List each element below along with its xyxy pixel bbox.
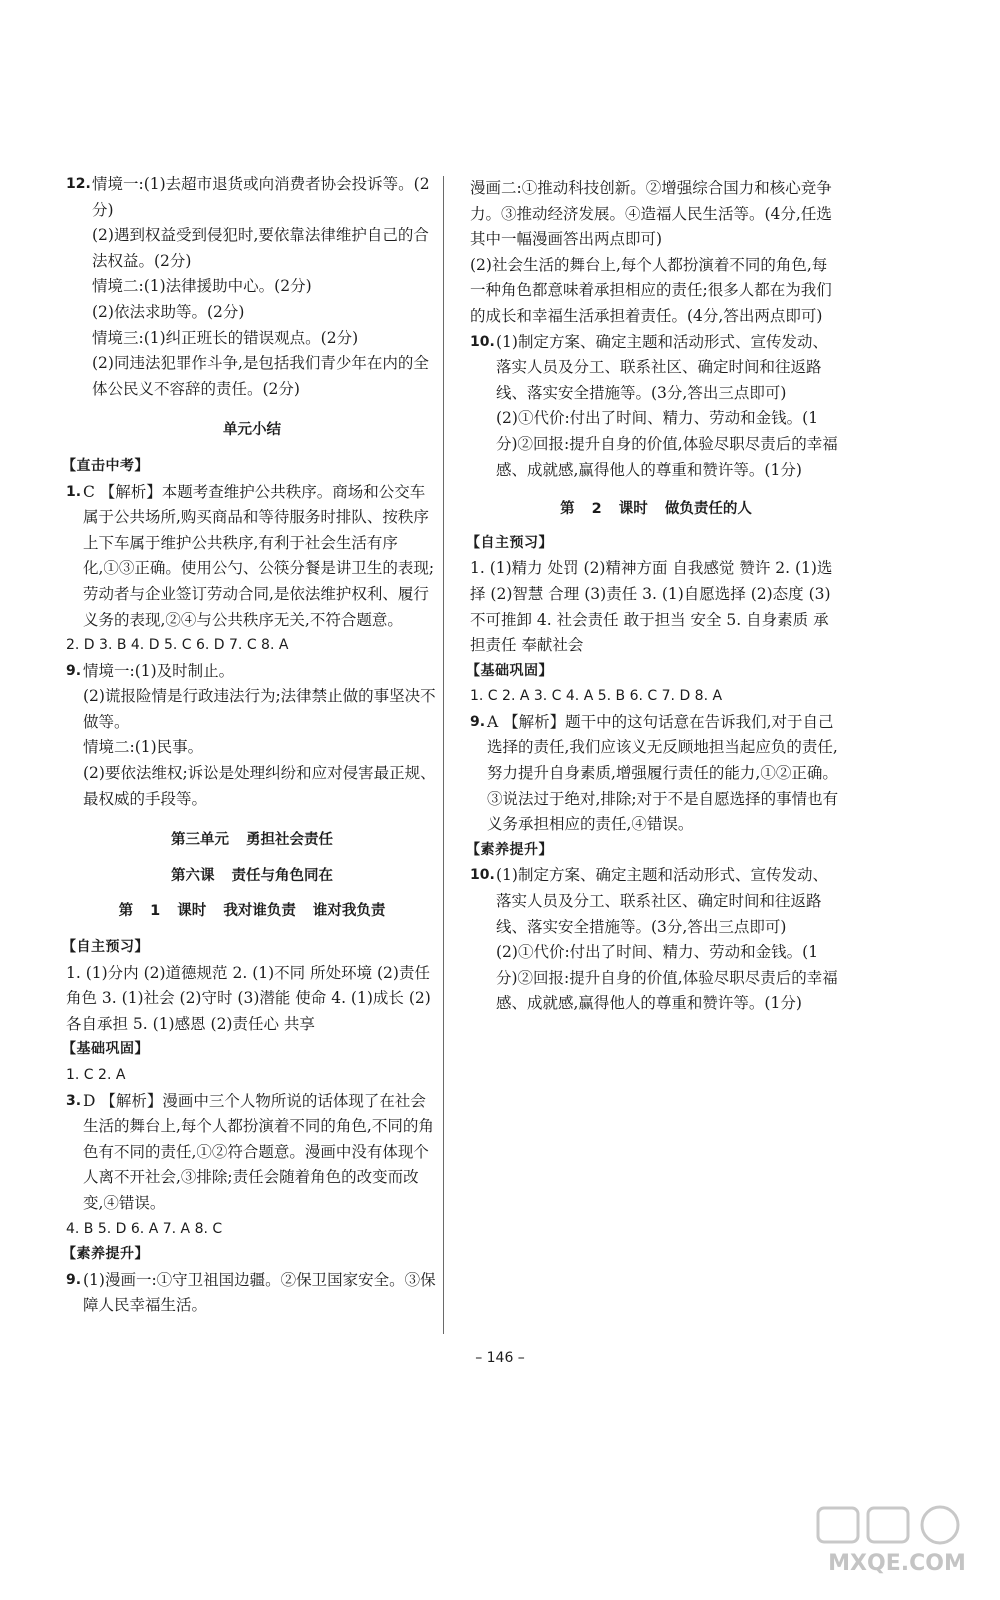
section-heading-basic: 【基础巩固】 [62, 1041, 149, 1058]
period-1-title: 第 1 课时 我对谁负责 谁对我负责 [118, 903, 386, 920]
preview-answers: 1. (1)分内 (2)道德规范 2. (1)不同 所处环境 (2)责任 角色 3. (1)社会 (2)守时 (3)潜能 使命 4. (1)成长 (2)各自承担 5. (1)感恩 (2)责任心 共享 [66, 963, 431, 1033]
watermark-icon [812, 1502, 982, 1582]
answer-line: (2)依法求助等。(2分) [92, 302, 245, 321]
question-number: 9. [470, 713, 486, 730]
answer-text: (1)漫画一:①守卫祖国边疆。②保卫国家安全。③保障人民幸福生活。 [83, 1270, 436, 1315]
section-heading-literacy: 【素养提升】 [62, 1246, 149, 1263]
left-column [62, 172, 438, 1319]
preview-answers: 1. (1)精力 处罚 (2)精神方面 自我感觉 赞许 2. (1)选择 (2)智慧 合理 (3)责任 3. (1)自愿选择 (2)态度 (3)不可推卸 4. 社会责任 敢于担当 安全 5. 自身素质 承担责任 奉献社会 [470, 559, 833, 655]
question-number: 1. [66, 483, 82, 500]
answer-text: D 【解析】漫画中三个人物所说的话体现了在社会生活的舞台上,每个人都扮演着不同的角色,不同的角色有不同的责任,①②符合题意。漫画中没有体现个人离不开社会,③排除;责任会随着角色的改变而改变,④错误。 [83, 1091, 434, 1212]
answer-line: 情境二:(1)法律援助中心。(2分) [92, 277, 312, 296]
question-number: 9. [66, 1271, 82, 1288]
question-1 [66, 480, 438, 634]
basic-answers-4-8: 4. B 5. D 6. A 7. A 8. C [66, 1220, 223, 1237]
continued-answer: 漫画二:①推动科技创新。②增强综合国力和核心竞争力。③推动经济发展。④造福人民生活等。(4分,任选其中一幅漫画答出两点即可) [470, 179, 832, 249]
basic-answers-1-2: 1. C 2. A [66, 1067, 126, 1083]
column-divider [443, 176, 444, 1334]
answer-line: (2)①代价:付出了时间、精力、劳动和金钱。(1分)②回报:提升自身的价值,体验尽职尽责后的幸福感、成就感,赢得他人的尊重和赞许等。(1分) [496, 409, 838, 479]
watermark-text: MXQE.COM [828, 1551, 966, 1576]
question-10 [470, 330, 842, 484]
question-10-literacy [470, 863, 842, 1017]
question-number: 10. [470, 867, 495, 884]
answer-line: (2)同违法犯罪作斗争,是包括我们青少年在内的全体公民义不容辞的责任。(2分) [92, 354, 429, 398]
question-3 [66, 1089, 438, 1217]
watermark-logo [812, 1502, 982, 1582]
lesson-title: 第六课 责任与角色同在 [170, 867, 334, 884]
answer-line: (1)制定方案、确定主题和活动形式、宣传发动、落实人员及分工、联系社区、确定时间和往返路线、落实安全措施等。(3分,答出三点即可) [496, 332, 828, 402]
answer-line: 情境一:(1)去超市退货或向消费者协会投诉等。(2分) [92, 175, 430, 219]
section-heading-basic: 【基础巩固】 [466, 662, 553, 679]
answer-line: 情境二:(1)民事。 [83, 738, 204, 757]
question-number: 3. [66, 1092, 82, 1109]
period-2-title: 第 2 课时 做负责任的人 [560, 501, 752, 518]
answer-line: (2)要依法维权;诉讼是处理纠纷和应对侵害最正规、最权威的手段等。 [83, 764, 436, 808]
question-9-literacy [66, 1268, 438, 1319]
section-heading-direct-exam: 【直击中考】 [62, 457, 149, 474]
question-9 [470, 710, 842, 838]
basic-answers: 1. C 2. A 3. C 4. A 5. B 6. C 7. D 8. A [470, 688, 723, 705]
continued-answer: (2)社会生活的舞台上,每个人都扮演着不同的角色,每一种角色都意味着承担相应的责任;很多人都在为我们的成长和幸福生活承担着责任。(4分,答出两点即可) [470, 255, 832, 325]
page-number: – 146 – [475, 1350, 525, 1366]
question-number: 12. [66, 176, 91, 192]
answer-line: (2)①代价:付出了时间、精力、劳动和金钱。(1分)②回报:提升自身的价值,体验尽职尽责后的幸福感、成就感,赢得他人的尊重和赞许等。(1分) [496, 943, 838, 1013]
answer-line: 情境三:(1)纠正班长的错误观点。(2分) [92, 328, 359, 347]
answer-text: C 【解析】本题考查维护公共秩序。商场和公交车属于公共场所,购买商品和等待服务时排队、按秩序上下车属于维护公共秩序,有利于社会生活有序化,①③正确。使用公勺、公筷分餐是讲卫生的表现;劳动者与企业签订劳动合同,是依法维护权利、履行义务的表现,②④与公共秩序无关,不符合题意。 [83, 482, 435, 629]
question-12 [66, 172, 438, 402]
question-number: 9. [66, 662, 82, 679]
answer-line: 情境一:(1)及时制止。 [83, 661, 235, 680]
answer-text: A 【解析】题干中的这句话意在告诉我们,对于自己选择的责任,我们应该义无反顾地担当起应负的责任,努力提升自身素质,增强履行责任的能力,①②正确。③说法过于绝对,排除;对于不是自愿选择的事情也有义务承担相应的责任,④错误。 [487, 712, 839, 834]
right-column [466, 176, 842, 1017]
answers-2-8: 2. D 3. B 4. D 5. C 6. D 7. C 8. A [66, 637, 289, 654]
question-number: 10. [470, 333, 495, 350]
answer-line: (2)遇到权益受到侵犯时,要依靠法律维护自己的合法权益。(2分) [92, 226, 429, 270]
question-9 [66, 659, 438, 813]
answer-line: (2)谎报险情是行政违法行为;法律禁止做的事坚决不做等。 [83, 687, 436, 731]
unit-summary-title: 单元小结 [223, 422, 281, 439]
section-heading-preview: 【自主预习】 [62, 939, 149, 956]
unit-title: 第三单元 勇担社会责任 [170, 832, 334, 849]
section-heading-literacy: 【素养提升】 [466, 841, 553, 858]
answer-line: (1)制定方案、确定主题和活动形式、宣传发动、落实人员及分工、联系社区、确定时间和往返路线、落实安全措施等。(3分,答出三点即可) [496, 866, 828, 936]
section-heading-preview: 【自主预习】 [466, 534, 553, 551]
